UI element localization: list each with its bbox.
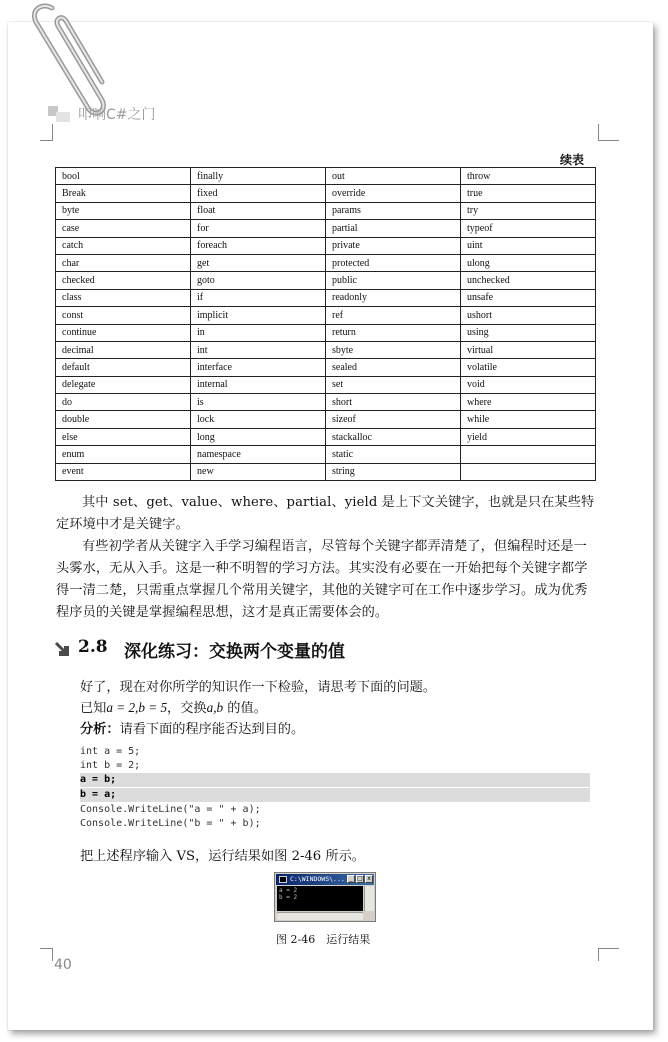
console-icon [279,876,287,883]
horizontal-scrollbar [277,912,363,920]
code-line: Console.WriteLine("a = " + a); [80,804,261,815]
section-title: 深化练习：交换两个变量的值 [124,642,345,662]
keyword-cell: partial [326,220,461,237]
page-number: 40 [54,957,72,973]
keyword-cell: string [326,463,461,480]
table-row [56,463,596,480]
keyword-cell: out [326,168,461,185]
keyword-cell: is [191,394,326,411]
code-line: Console.WriteLine("b = " + b); [80,818,261,829]
keyword-cell: private [326,237,461,254]
minimize-icon: _ [347,875,355,883]
section-heading [54,636,594,662]
crop-mark [40,124,53,141]
keyword-cell: stackalloc [326,428,461,445]
keyword-cell: enum [56,446,191,463]
vertical-scrollbar [364,886,374,911]
console-output [277,886,363,911]
keyword-cell: volatile [461,359,596,376]
keyword-cell: typeof [461,220,596,237]
table-row [56,341,596,358]
keyword-cell: true [461,185,596,202]
problem-suffix: 的值。 [223,701,267,716]
problem-mid: ，交换 [167,701,207,716]
keyword-table [55,167,596,481]
table-row [56,254,596,271]
table-row [56,376,596,393]
keyword-cell: float [191,202,326,219]
keyword-cell: unsafe [461,289,596,306]
table-continued-label: 续表 [560,153,585,167]
math-expression: a,b [206,700,224,715]
keyword-cell: sealed [326,359,461,376]
console-output-line: b = 2 [279,894,298,901]
keyword-cell: bool [56,168,191,185]
keyword-cell: override [326,185,461,202]
keyword-cell: params [326,202,461,219]
keyword-cell: class [56,289,191,306]
run-instruction: 把上述程序输入 VS，运行结果如图 2-46 所示。 [80,849,365,864]
keyword-cell [461,463,596,480]
keyword-cell: public [326,272,461,289]
keyword-cell: continue [56,324,191,341]
table-row [56,411,596,428]
table-row [56,237,596,254]
keyword-cell: try [461,202,596,219]
window-buttons [347,875,373,883]
keyword-cell: new [191,463,326,480]
keyword-cell: ulong [461,254,596,271]
console-title: C:\WINDOWS\... [290,875,345,883]
table-row [56,202,596,219]
keyword-cell: double [56,411,191,428]
console-output-line: a = 2 [279,887,298,894]
keyword-cell: foreach [191,237,326,254]
keyword-cell: unchecked [461,272,596,289]
figure-caption: 图 2-46 运行结果 [276,933,371,946]
keyword-cell: while [461,411,596,428]
table-row [56,220,596,237]
keyword-cell: case [56,220,191,237]
learning-advice-paragraph: 有些初学者从关键字入手学习编程语言，尽管每个关键字都弄清楚了，但编程时还是一头雾水，无从入手。这是一种不明智的学习方法。其实没有必要在一开始把每个关键字都学得一清二楚，只需重点掌握几个常用关键字，其他的关键字可在工作中逐步学习。成为优秀程序员的关键是掌握编程思想，这才是真正需要体会的。 [56,539,588,620]
keyword-cell: yield [461,428,596,445]
problem-statement [80,697,267,716]
keyword-cell: throw [461,168,596,185]
keyword-cell: for [191,220,326,237]
table-row [56,359,596,376]
keyword-cell: uint [461,237,596,254]
keyword-cell: namespace [191,446,326,463]
book-title: 叩响C#之门 [78,107,156,123]
keyword-cell: return [326,324,461,341]
keyword-cell: sbyte [326,341,461,358]
keyword-cell: in [191,324,326,341]
keyword-cell: fixed [191,185,326,202]
analysis-line [80,718,304,737]
keyword-cell: where [461,394,596,411]
table-row [56,324,596,341]
keyword-cell: else [56,428,191,445]
console-window-screenshot [274,872,376,922]
section-number: 2.8 [78,637,108,657]
maximize-icon: □ [357,875,363,882]
keyword-cell: byte [56,202,191,219]
keyword-cell: implicit [191,307,326,324]
keyword-cell: goto [191,272,326,289]
table-row [56,394,596,411]
crop-mark [598,948,619,961]
keyword-cell: decimal [56,341,191,358]
keyword-cell: checked [56,272,191,289]
table-row [56,272,596,289]
code-line: int a = 5; [80,746,141,757]
keyword-cell: interface [191,359,326,376]
keyword-cell [461,446,596,463]
keyword-cell: event [56,463,191,480]
keyword-cell: char [56,254,191,271]
keyword-cell: Break [56,185,191,202]
keyword-cell: catch [56,237,191,254]
close-icon: x [365,875,373,883]
analysis-text: 请看下面的程序能否达到目的。 [119,722,305,737]
table-row [56,307,596,324]
crop-mark [598,124,619,141]
code-line: int b = 2; [80,760,141,771]
keyword-cell: do [56,394,191,411]
keyword-cell: short [326,394,461,411]
crop-mark [40,948,53,961]
keyword-cell: if [191,289,326,306]
keyword-cell: static [326,446,461,463]
keyword-cell: long [191,428,326,445]
keyword-cell: const [56,307,191,324]
math-expression: a = 2,b = 5 [106,700,168,715]
code-line-highlighted: b = a; [80,788,590,802]
keyword-cell: int [191,341,326,358]
keyword-cell: set [326,376,461,393]
contextual-keywords-paragraph: 其中 set、get、value、where、partial、yield 是上下文关键字，也就是只在某些特定环境中才是关键字。 [56,495,595,532]
keyword-cell: finally [191,168,326,185]
header-logo-square [56,112,70,122]
analysis-label: 分析： [80,722,120,737]
table-row [56,168,596,185]
keyword-cell: lock [191,411,326,428]
keyword-cell: virtual [461,341,596,358]
paperclip-icon [22,0,112,120]
keyword-cell: readonly [326,289,461,306]
table-row [56,185,596,202]
section-arrow-icon [54,640,72,658]
keyword-cell: default [56,359,191,376]
keyword-cell: get [191,254,326,271]
keyword-cell: ref [326,307,461,324]
code-line-highlighted: a = b; [80,773,590,787]
intro-line: 好了，现在对你所学的知识作一下检验，请思考下面的问题。 [80,680,437,695]
keyword-cell: protected [326,254,461,271]
keyword-cell: sizeof [326,411,461,428]
keyword-cell: void [461,376,596,393]
table-row [56,289,596,306]
table-row [56,446,596,463]
keyword-cell: delegate [56,376,191,393]
keyword-cell: ushort [461,307,596,324]
keyword-cell: internal [191,376,326,393]
keyword-cell: using [461,324,596,341]
table-row [56,428,596,445]
problem-prefix: 已知 [80,701,107,716]
